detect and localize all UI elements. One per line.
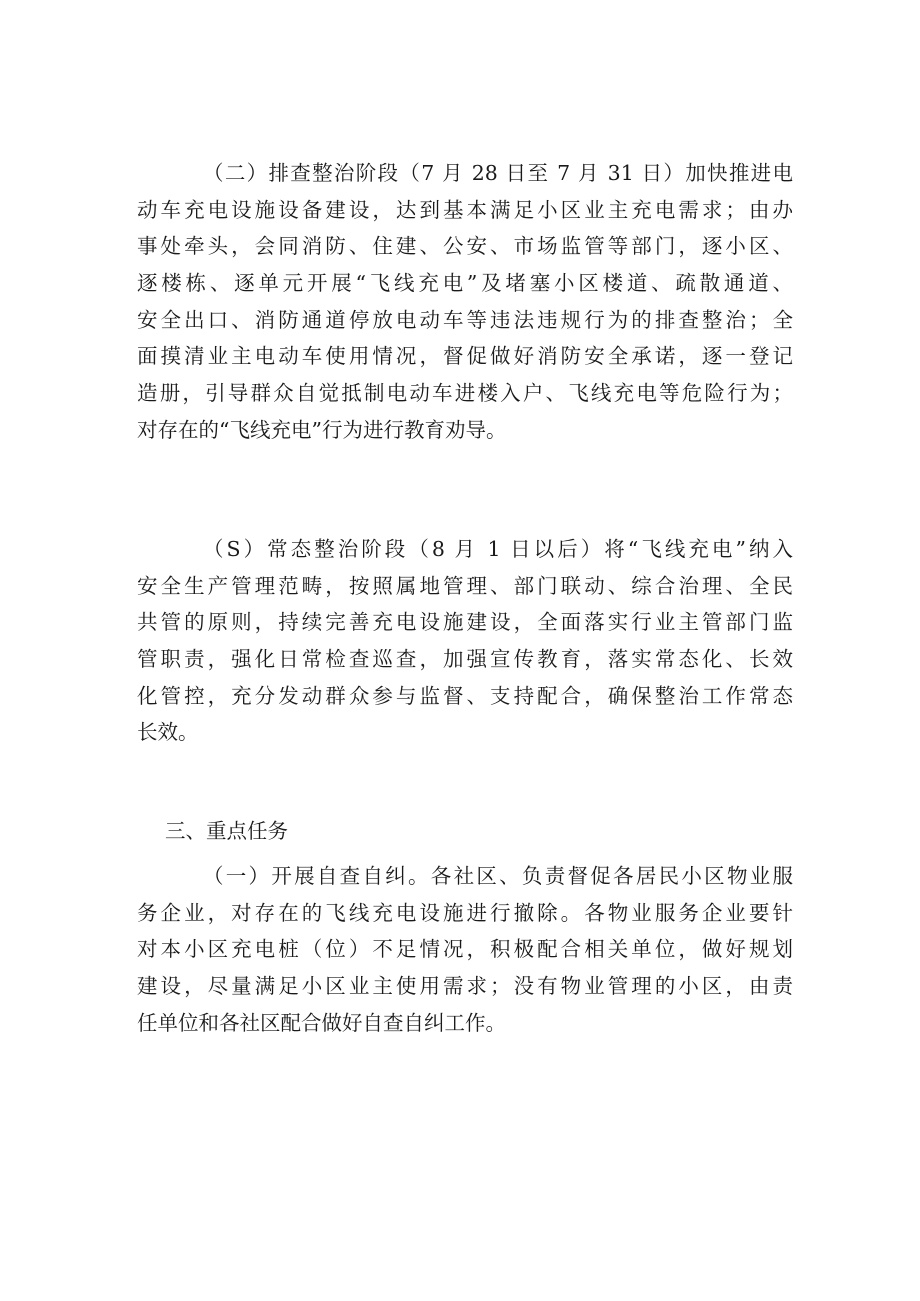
text-line: 对存在的“飞线充电”行为进行教育劝导。	[137, 417, 507, 442]
text-line: 务企业，对存在的飞线充电设施进行撤除。各物业服务企业要针	[137, 900, 793, 925]
text-line: 任单位和各社区配合做好自查自纠工作。	[137, 1010, 506, 1035]
text-line: 长效。	[137, 720, 199, 745]
paragraph-self-inspection	[137, 858, 793, 1041]
text-line: 建设，尽量满足小区业主使用需求；没有物业管理的小区，由责	[137, 974, 793, 999]
text-line: 化管控，充分发动群众参与监督、支持配合，确保整治工作常态	[137, 683, 793, 708]
text-line: 共管的原则，持续完善充电设施建设，全面落实行业主管部门监	[137, 610, 793, 635]
text-line: （S）常态整治阶段（8 月 1 日以后）将“飞线充电”纳入	[203, 537, 793, 561]
text-line: （一）开展自查自纠。各社区、负责督促各居民小区物业服	[203, 864, 793, 888]
paragraph-investigation-stage	[137, 155, 793, 449]
text-line: 造册，引导群众自觉抵制电动车进楼入户、飞线充电等危险行为；	[137, 381, 793, 406]
text-line: （二）排查整治阶段（7 月 28 日至 7 月 31 日）加快推进电	[203, 161, 793, 185]
paragraph-normalized-stage	[137, 531, 793, 751]
text-line: 安全出口、消防通道停放电动车等违法违规行为的排查整治；全	[137, 307, 793, 332]
text-line: 对本小区充电桩（位）不足情况，积极配合相关单位，做好规划	[137, 937, 793, 962]
text-line: 逐楼栋、逐单元开展“飞线充电”及堵塞小区楼道、疏散通道、	[137, 271, 793, 296]
section-heading: 三、重点任务	[165, 819, 288, 843]
text-line: 事处牵头，会同消防、住建、公安、市场监管等部门，逐小区、	[137, 234, 793, 259]
text-line: 动车充电设施设备建设，达到基本满足小区业主充电需求；由办	[137, 197, 793, 222]
text-line: 管职责，强化日常检查巡查，加强宣传教育，落实常态化、长效	[137, 647, 793, 672]
section-heading-key-tasks	[137, 813, 793, 850]
text-line: 面摸清业主电动车使用情况，督促做好消防安全承诺，逐一登记	[137, 344, 793, 369]
text-line: 安全生产管理范畴，按照属地管理、部门联动、综合治理、全民	[137, 573, 793, 598]
